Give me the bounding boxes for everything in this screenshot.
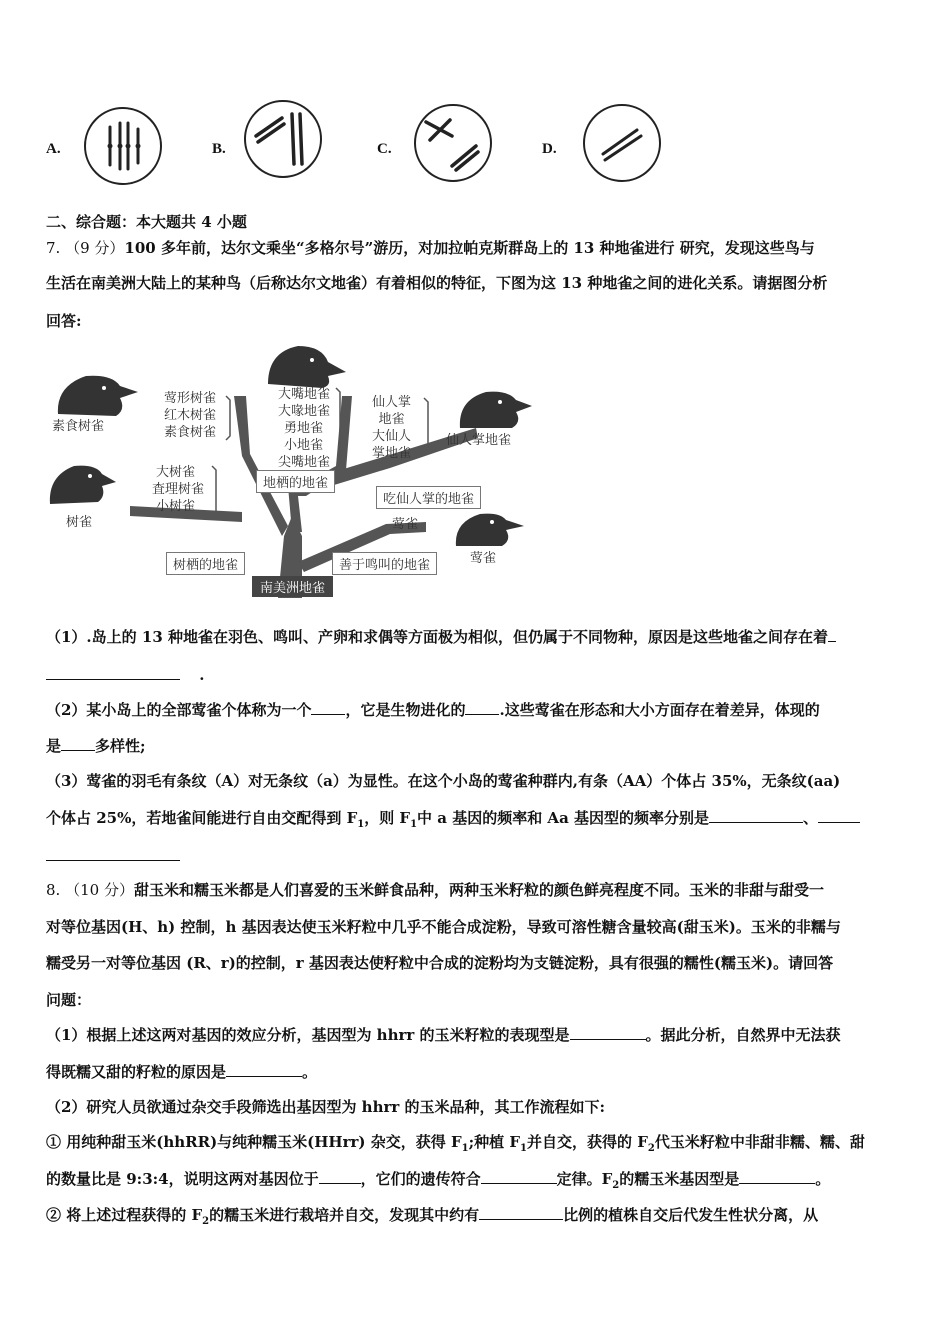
q8-s3-text-c: 比例的植株自交后代发生性状分离，从 bbox=[563, 1206, 819, 1224]
q8-s2-line bbox=[46, 1169, 830, 1196]
q8-p1-text-c: 得既糯又甜的籽粒的原因是 bbox=[46, 1063, 227, 1081]
box-tree-finch: 树栖的地雀 bbox=[166, 552, 245, 575]
option-d-cell-diagram bbox=[583, 104, 661, 182]
q7-p2-text-d: 是 bbox=[46, 737, 62, 755]
q8-s3-text-a: ② 将上述过程获得的 F bbox=[46, 1206, 203, 1224]
q8-score: （10 分） bbox=[65, 881, 134, 899]
q8-s1-text-c: 并自交，获得的 F bbox=[526, 1133, 648, 1151]
q8-line-2: 对等位基因(H、h) 控制，h 基因表达使玉米籽粒中几乎不能合成淀粉，导致可溶性糖含量较高(甜玉米)。玉米的非糯与 bbox=[46, 918, 841, 936]
q7-p3-blank-2-start[interactable] bbox=[818, 808, 860, 823]
q7-line-1 bbox=[46, 238, 815, 258]
insect-tree-group bbox=[152, 464, 204, 515]
ground-group-item: 尖嘴地雀 bbox=[278, 455, 331, 470]
box-singing-finch: 善于鸣叫的地雀 bbox=[332, 552, 437, 575]
option-c-label: C. bbox=[377, 141, 392, 157]
bird-label-vegetarian: 素食树雀 bbox=[52, 419, 105, 434]
q7-number: 7. bbox=[46, 239, 61, 257]
tree-group-1-item: 红木树雀 bbox=[164, 408, 217, 423]
q7-p3-text-c: 中 a 基因的频率和 Aa 基因型的频率分别是 bbox=[417, 809, 710, 827]
subscript: 1 bbox=[461, 1143, 469, 1154]
q7-p1-blank[interactable] bbox=[46, 665, 180, 680]
q8-s3-text-b: 的糯玉米进行栽培并自交，发现其中约有 bbox=[209, 1206, 480, 1224]
q7-p3-line-3 bbox=[46, 846, 180, 866]
q7-p3-blank-2[interactable] bbox=[46, 846, 180, 861]
q8-p2-line: （2）研究人员欲通过杂交手段筛选出基因型为 hhrr 的玉米品种，其工作流程如下: bbox=[46, 1098, 606, 1116]
cactus-group-item: 大仙人 bbox=[372, 429, 412, 444]
q8-p1-blank-2[interactable] bbox=[226, 1062, 302, 1077]
q7-line-2: 生活在南美洲大陆上的某种鸟（后称达尔文地雀）有着相似的特征，下图为这 13 种地雀之间的进化关系。请据图分析 bbox=[46, 274, 828, 292]
cactus-group-item: 掌地雀 bbox=[372, 446, 412, 461]
subscript: 2 bbox=[202, 1216, 210, 1227]
subscript: 2 bbox=[647, 1143, 655, 1154]
option-d-label: D. bbox=[542, 141, 557, 157]
q7-p2-text-a: （2）某小岛上的全部莺雀个体称为一个 bbox=[46, 701, 312, 719]
box-cactus-finch: 吃仙人掌的地雀 bbox=[376, 486, 481, 509]
tree-group-1-item: 莺形树雀 bbox=[164, 391, 217, 406]
q8-p1-text-d: 。 bbox=[302, 1063, 318, 1081]
q7-p1-text: （1）.岛上的 13 种地雀在羽色、鸣叫、产卵和求偶等方面极为相似，但仍属于不同物种，原因是这些地雀之间存在着 bbox=[46, 628, 828, 646]
q7-p2-line bbox=[46, 700, 820, 720]
ground-group-item: 大喙地雀 bbox=[278, 404, 331, 419]
q8-line-3: 糯受另一对等位基因 (R、r)的控制，r 基因表达使籽粒中合成的淀粉均为支链淀粉，具有很强的糯性(糯玉米)。请回答 bbox=[46, 954, 834, 972]
q8-s2-text-a: 的数量比是 9:3:4，说明这两对基因位于 bbox=[46, 1170, 319, 1188]
q8-s2-text-c: 定律。F bbox=[556, 1170, 613, 1188]
option-c-cell-diagram bbox=[414, 104, 492, 182]
q8-s1-text-a: ① 用纯种甜玉米(hhRR)与纯种糯玉米(HHrr) 杂交，获得 F bbox=[46, 1133, 462, 1151]
q8-p1-line-2 bbox=[46, 1062, 317, 1082]
q7-p2-blank-1[interactable] bbox=[311, 700, 345, 715]
q7-p3-line-2 bbox=[46, 808, 860, 835]
base-south-america-finch: 南美洲地雀 bbox=[252, 576, 333, 597]
q7-p3-text-d: 、 bbox=[803, 809, 819, 827]
option-a-label: A. bbox=[46, 141, 61, 157]
bird-label-tree: 树雀 bbox=[66, 515, 93, 530]
option-b-label: B. bbox=[212, 141, 226, 157]
q7-text-1: 100 多年前，达尔文乘坐“多格尔号”游历，对加拉帕克斯群岛上的 13 种地雀进行 研究，发现这些鸟与 bbox=[124, 239, 815, 257]
q8-s2-text-b: ，它们的遗传符合 bbox=[360, 1170, 481, 1188]
box-ground-finch: 地栖的地雀 bbox=[256, 470, 335, 493]
subscript: 1 bbox=[520, 1143, 527, 1154]
q8-s3-blank-1[interactable] bbox=[479, 1205, 563, 1220]
q7-p3-text-b: ，则 F bbox=[364, 809, 411, 827]
q8-s3-line bbox=[46, 1205, 818, 1232]
q8-s1-line bbox=[46, 1132, 865, 1159]
cactus-group-item: 仙人掌 bbox=[372, 395, 412, 410]
q8-p1-line-1 bbox=[46, 1025, 841, 1045]
q8-line-4: 问题： bbox=[46, 991, 92, 1009]
tree-group-1 bbox=[164, 390, 216, 441]
q7-p1-blank-start[interactable] bbox=[828, 627, 836, 642]
q7-p3-text-a: 个体占 25%，若地雀间能进行自由交配得到 F bbox=[46, 809, 358, 827]
q7-p2-text-b: ，它是生物进化的 bbox=[345, 701, 466, 719]
subscript: 2 bbox=[612, 1180, 620, 1191]
q7-p2-text-e: 多样性; bbox=[95, 737, 146, 755]
ground-group-item: 勇地雀 bbox=[284, 421, 324, 436]
q8-p1-text-a: （1）根据上述这两对基因的效应分析，基因型为 hhrr 的玉米籽粒的表现型是 bbox=[46, 1026, 570, 1044]
q8-s2-text-d: 的糯玉米基因型是 bbox=[619, 1170, 740, 1188]
q8-s2-blank-1[interactable] bbox=[319, 1169, 361, 1184]
q7-p1-end: . bbox=[199, 666, 205, 684]
q8-s2-blank-3[interactable] bbox=[739, 1169, 815, 1184]
cactus-group bbox=[372, 394, 411, 462]
q8-s1-text-b: ;种植 F bbox=[468, 1133, 520, 1151]
q8-p1-text-b: 。据此分析，自然界中无法获 bbox=[645, 1026, 841, 1044]
tree-group-1-item: 素食树雀 bbox=[164, 425, 217, 440]
subscript: 1 bbox=[410, 819, 418, 830]
q8-s2-text-e: 。 bbox=[815, 1170, 831, 1188]
q7-p1-line-2 bbox=[46, 665, 204, 685]
insect-tree-group-item: 大树雀 bbox=[156, 465, 196, 480]
ground-group-item: 大嘴地雀 bbox=[278, 387, 331, 402]
q7-score: （9 分） bbox=[65, 239, 125, 257]
bird-label-warbler: 莺雀 bbox=[470, 551, 497, 566]
option-b-cell-diagram bbox=[244, 100, 322, 178]
subscript: 1 bbox=[357, 819, 365, 830]
ground-group bbox=[278, 386, 330, 471]
q7-p1-line bbox=[46, 627, 836, 647]
warbler-branch-label: 莺雀 bbox=[392, 517, 419, 532]
section-title: 二、综合题：本大题共 4 小题 bbox=[46, 213, 247, 231]
insect-tree-group-item: 小树雀 bbox=[156, 499, 196, 514]
q7-p2-line-2 bbox=[46, 736, 146, 756]
ground-group-item: 小地雀 bbox=[284, 438, 324, 453]
q8-s2-blank-2[interactable] bbox=[481, 1169, 557, 1184]
bird-label-cactus: 仙人掌地雀 bbox=[446, 433, 512, 448]
insect-tree-group-item: 査理树雀 bbox=[152, 482, 205, 497]
q7-p3-blank-1[interactable] bbox=[709, 808, 803, 823]
q8-line-1 bbox=[46, 880, 824, 900]
cactus-group-item: 地雀 bbox=[378, 412, 405, 427]
q8-text-1: 甜玉米和糯玉米都是人们喜爱的玉米鲜食品种，两种玉米籽粒的颜色鲜亮程度不同。玉米的非甜与甜受一 bbox=[133, 881, 824, 899]
evolution-tree-diagram bbox=[46, 336, 536, 598]
option-a-cell-diagram bbox=[84, 107, 162, 185]
q7-p2-blank-3[interactable] bbox=[61, 736, 95, 751]
q8-p1-blank-1[interactable] bbox=[570, 1025, 646, 1040]
q7-p2-blank-2[interactable] bbox=[465, 700, 499, 715]
q7-line-3: 回答: bbox=[46, 312, 82, 330]
q8-s1-text-d: 代玉米籽粒中非甜非糯、糯、甜 bbox=[654, 1133, 865, 1151]
q7-p2-text-c: .这些莺雀在形态和大小方面存在着差异，体现的 bbox=[499, 701, 820, 719]
q8-number: 8. bbox=[46, 881, 61, 899]
q7-p3-line-1: （3）莺雀的羽毛有条纹（A）对无条纹（a）为显性。在这个小岛的莺雀种群内,有条（AA）个体占 35%，无条纹(aa) bbox=[46, 772, 841, 790]
